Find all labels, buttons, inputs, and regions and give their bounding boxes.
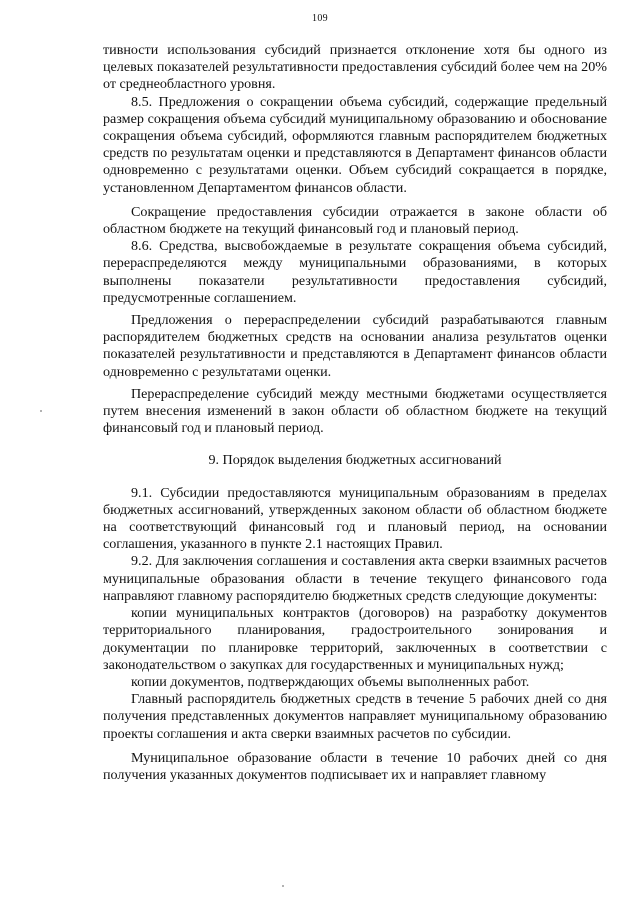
paragraph-9-1: 9.1. Субсидии предоставляются муниципальным образованиям в пределах бюджетных ассигнований, утвержденных законом области об областном бюджете на соответствующий финансовый год и плановый период, на основании соглашения, указанного в пункте 2.1 настоящих Правил. bbox=[103, 484, 607, 553]
list-item-contracts: копии муниципальных контрактов (договоров) на разработку документов территориального планирования, градостроительного зонирования и документации по планировке территорий, заключенных в соответствии с законодательством о закупках для государственных и муниципальных нужд; bbox=[103, 605, 607, 673]
paragraph-8-6: 8.6. Средства, высвобождаемые в результате сокращения объема субсидий, перераспределяются между муниципальными образованиями, в которых выполнены показатели результативности предоставления субсидий, предусмотренные соглашением. bbox=[103, 238, 607, 306]
paragraph-9-2: 9.2. Для заключения соглашения и составления акта сверки взаимных расчетов муниципальные образования области в течение текущего финансового года направляют главному распорядителю бюджетных средств следующие документы: bbox=[103, 553, 607, 604]
paragraph-main-distributor: Главный распорядитель бюджетных средств в течение 5 рабочих дней со дня получения представленных документов направляет муниципальному образованию проекты соглашения и акта сверки взаимных расчетов по субсидии. bbox=[103, 691, 607, 742]
paragraph-reduction: Сокращение предоставления субсидии отражается в законе области об областном бюджете на текущий финансовый год и плановый период. bbox=[103, 203, 607, 238]
paragraph-municipality-signs: Муниципальное образование области в течение 10 рабочих дней со дня получения указанных документов подписывает их и направляет главному bbox=[103, 749, 607, 783]
paragraph-continuation: тивности использования субсидий признается отклонение хотя бы одного из целевых показателей результативности предоставления субсидий более чем на 20% от среднеобластного уровня. bbox=[103, 42, 607, 93]
section-heading: 9. Порядок выделения бюджетных ассигнований bbox=[208, 452, 502, 469]
scan-speck bbox=[40, 410, 42, 412]
page-number: 109 bbox=[312, 13, 328, 24]
paragraph-redistribution-proposals: Предложения о перераспределении субсидий разрабатываются главным распорядителем бюджетных средств на основании анализа результатов оценки показателей результативности и представляются в Департамент финансов области одновременно с результатами оценки. bbox=[103, 312, 607, 380]
scan-speck bbox=[282, 885, 284, 887]
paragraph-redistribution: Перераспределение субсидий между местными бюджетами осуществляется путем внесения изменений в закон области об областном бюджете на текущий финансовый год и плановый период. bbox=[103, 385, 607, 437]
document-body bbox=[103, 42, 607, 784]
list-item-documents: копии документов, подтверждающих объемы выполненных работ. bbox=[131, 673, 530, 690]
paragraph-8-5: 8.5. Предложения о сокращении объема субсидий, содержащие предельный размер сокращения объема субсидий муниципальному образованию и обоснование сокращения объема субсидий, оформляются главным распорядителем бюджетных средств по результатам оценки и представляются в Департамент финансов области одновременно с результатами оценки. Объем субсидий сокращается в порядке, установленном Департаментом финансов области. bbox=[103, 93, 607, 196]
